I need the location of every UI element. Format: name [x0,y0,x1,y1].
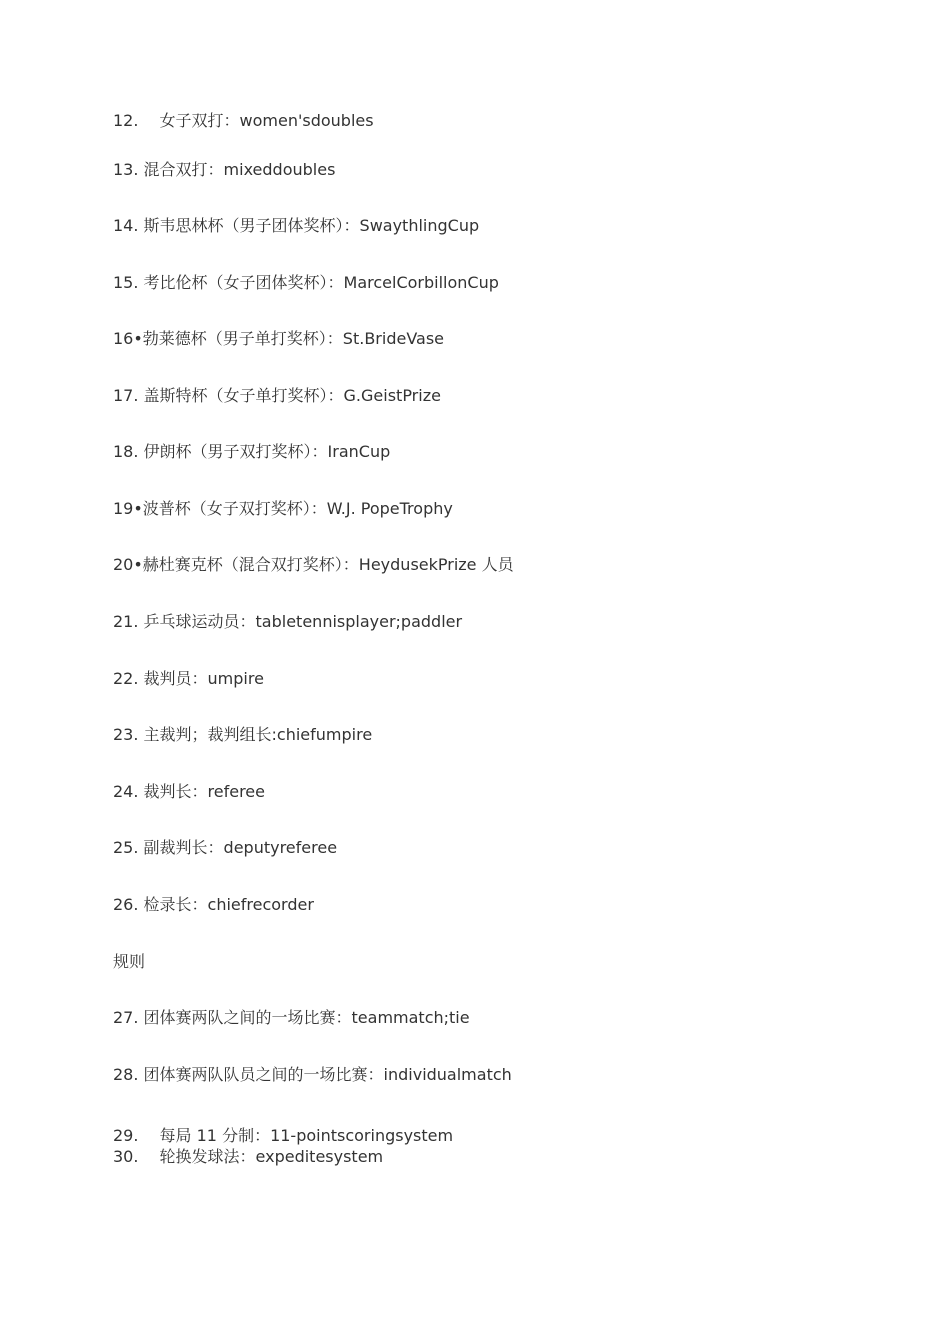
term-line: 20•赫杜赛克杯（混合双打奖杯）：HeydusekPrize 人员 [113,555,514,574]
term-line: 14. 斯韦思林杯（男子团体奖杯）：SwaythlingCup [113,216,480,235]
term-line: 13. 混合双打：mixeddoubles [113,160,336,179]
section-heading: 规则 [113,952,146,971]
term-line: 22. 裁判员：umpire [113,669,264,688]
term-line: 29. 每局 11 分制：11-pointscoringsystem [113,1126,454,1145]
term-line: 23. 主裁判；裁判组长:chiefumpire [113,725,373,744]
term-line: 21. 乒乓球运动员：tabletennisplayer;paddler [113,612,463,631]
term-line: 26. 检录长：chiefrecorder [113,895,314,914]
term-line: 17. 盖斯特杯（女子单打奖杯）：G.GeistPrize [113,386,441,405]
term-line: 25. 副裁判长：deputyreferee [113,838,338,857]
term-line: 16•勃莱德杯（男子单打奖杯）：St.BrideVase [113,329,445,348]
term-line: 15. 考比伦杯（女子团体奖杯）：MarcelCorbillonCup [113,273,499,292]
term-line: 18. 伊朗杯（男子双打奖杯）：IranCup [113,442,391,461]
term-line: 12. 女子双打：women'sdoubles [113,111,374,130]
term-line: 28. 团体赛两队队员之间的一场比赛：individualmatch [113,1065,512,1084]
term-line: 27. 团体赛两队之间的一场比赛：teammatch;tie [113,1008,470,1027]
term-line: 30. 轮换发球法：expeditesystem [113,1147,384,1166]
term-line: 19•波普杯（女子双打奖杯）：W.J. PopeTrophy [113,499,453,518]
term-line: 24. 裁判长：referee [113,782,265,801]
